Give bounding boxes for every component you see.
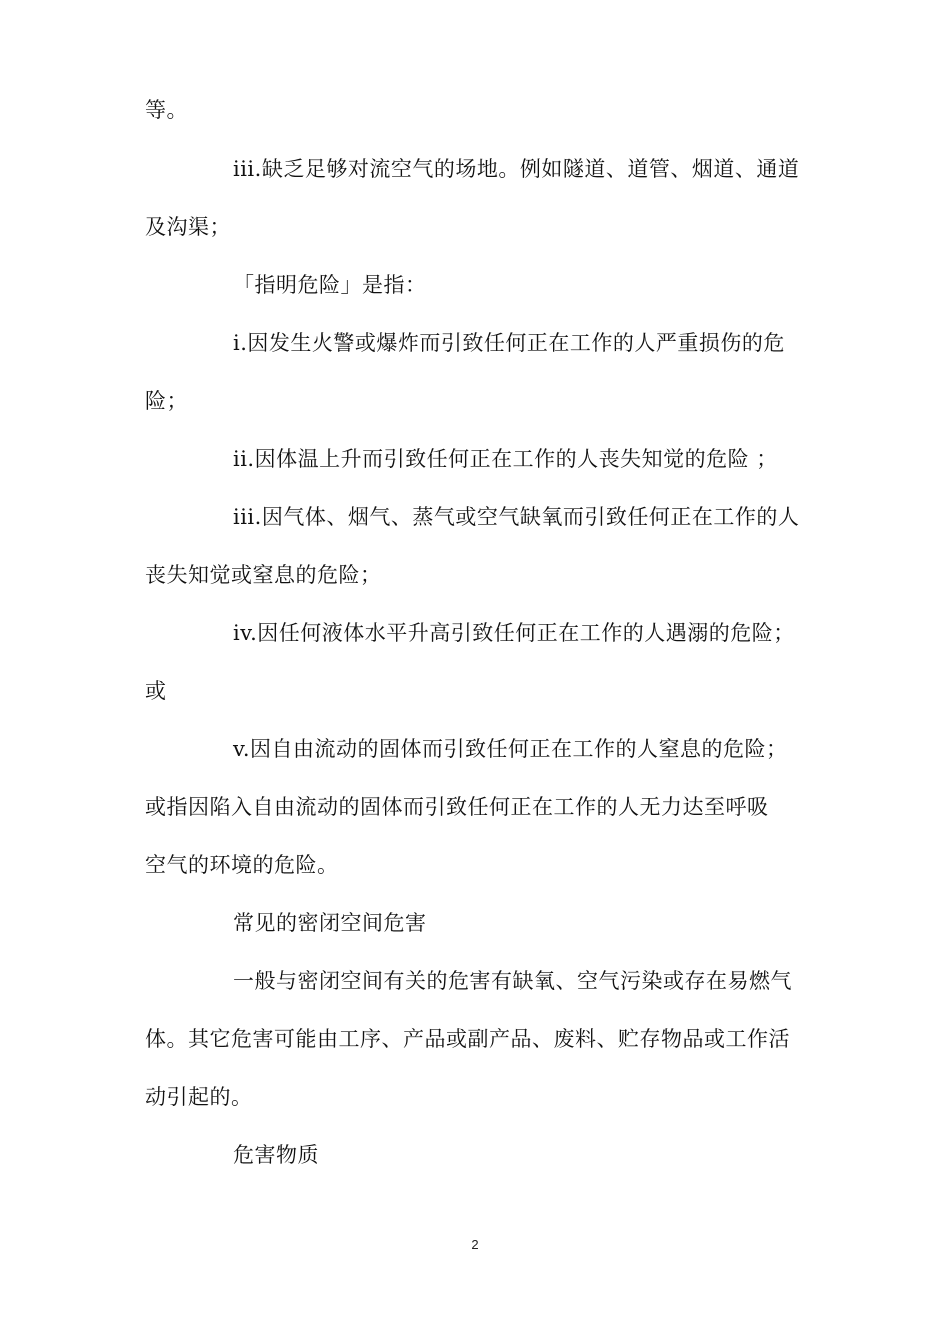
text-line: 或指因陷入自由流动的固体而引致任何正在工作的人无力达至呼吸: [145, 795, 769, 819]
text-line: 险；: [145, 389, 188, 413]
text-line: 体。其它危害可能由工序、产品或副产品、废料、贮存物品或工作活: [145, 1027, 790, 1051]
text-line: iii.缺乏足够对流空气的场地。例如隧道、道管、烟道、通道: [233, 157, 800, 181]
text-line: 丧失知觉或窒息的危险；: [145, 563, 382, 587]
text-line: 及沟渠；: [145, 215, 231, 239]
text-line: iii.因气体、烟气、蒸气或空气缺氧而引致任何正在工作的人: [233, 505, 800, 529]
text-line: 空气的环境的危险。: [145, 853, 339, 877]
text-line: 等。: [145, 98, 188, 122]
text-line: 动引起的。: [145, 1085, 253, 1109]
text-line: i.因发生火警或爆炸而引致任何正在工作的人严重损伤的危: [233, 331, 785, 355]
text-line: ii.因体温上升而引致任何正在工作的人丧失知觉的危险 ；: [233, 447, 778, 471]
section-heading: 常见的密闭空间危害: [233, 911, 427, 935]
text-line: 「指明危险」是指：: [233, 273, 427, 297]
page-number: 2: [471, 1237, 479, 1252]
text-line: 或: [145, 679, 167, 703]
text-line: v.因自由流动的固体而引致任何正在工作的人窒息的危险；: [233, 737, 788, 761]
section-heading: 危害物质: [233, 1143, 319, 1167]
text-line: 一般与密闭空间有关的危害有缺氧、空气污染或存在易燃气: [233, 969, 792, 993]
text-line: iv.因任何液体水平升高引致任何正在工作的人遇溺的危险；: [233, 621, 795, 645]
